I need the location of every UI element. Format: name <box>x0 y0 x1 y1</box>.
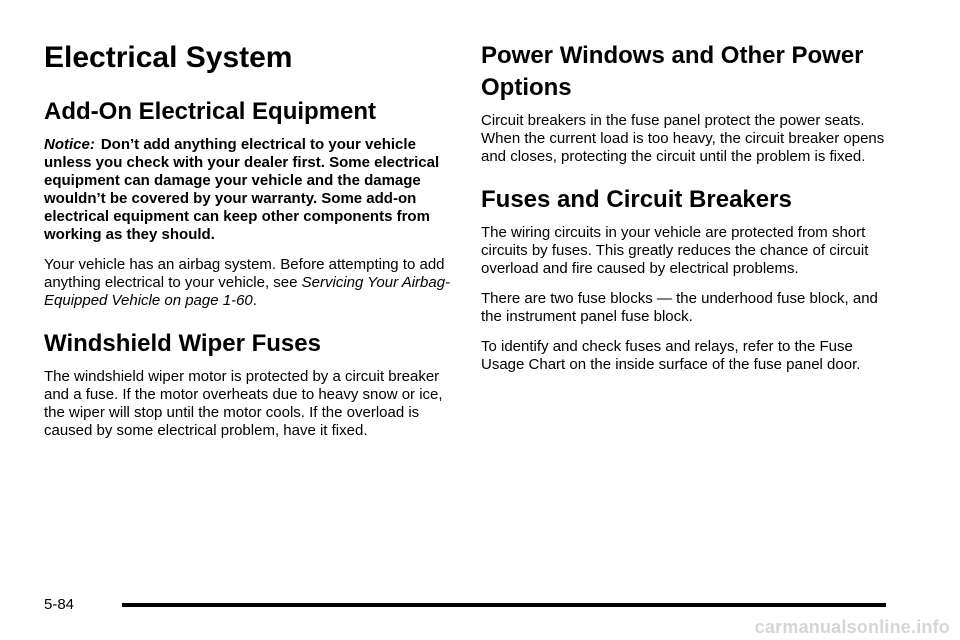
footer-rule <box>122 603 886 607</box>
airbag-reference-link[interactable]: Servicing Your Airbag-Equipped Vehicle on page 1-60 <box>44 274 451 309</box>
notice-label: Notice: <box>44 136 95 153</box>
notice-paragraph <box>44 136 454 244</box>
fuses-paragraph-2: There are two fuse blocks — the underhood fuse block, and the instrument panel fuse block. <box>481 290 878 325</box>
page-number: 5-84 <box>44 596 75 613</box>
wiper-fuses-heading: Windshield Wiper Fuses <box>44 330 321 357</box>
fuses-breakers-heading: Fuses and Circuit Breakers <box>481 186 792 213</box>
airbag-paragraph <box>44 256 454 310</box>
wiper-paragraph: The windshield wiper motor is protected by a circuit breaker and a fuse. If the motor overheats due to heavy snow or ice, the wiper will stop until the motor cools. If the overload is caused by some electrical problem, have it fixed. <box>44 368 443 439</box>
fuses-paragraph-3: To identify and check fuses and relays, refer to the Fuse Usage Chart on the inside surface of the fuse panel door. <box>481 338 861 373</box>
addon-equipment-heading: Add-On Electrical Equipment <box>44 98 377 125</box>
right-column <box>481 40 891 386</box>
notice-text: Don’t add anything electrical to your vehicle unless you check with your dealer first. Some electrical equipment can damage your vehicle and the damage wouldn’t be covered by your warranty. Some add-on electrical equipment can keep other components from working as they should. <box>44 136 440 243</box>
watermark: carmanualsonline.info <box>754 617 950 637</box>
power-windows-heading: Power Windows and Other Power Options <box>481 42 864 101</box>
left-column <box>44 40 454 452</box>
fuses-paragraph-1: The wiring circuits in your vehicle are protected from short circuits by fuses. This greatly reduces the chance of circuit overload and fire caused by electrical problems. <box>481 224 869 277</box>
page-title: Electrical System <box>44 41 293 74</box>
airbag-text: Your vehicle has an airbag system. Before attempting to add anything electrical to your vehicle, see <box>44 256 445 291</box>
airbag-end: . <box>252 292 257 309</box>
power-paragraph: Circuit breakers in the fuse panel protect the power seats. When the current load is too heavy, the circuit breaker opens and closes, protecting the circuit until the problem is fixed. <box>481 112 885 165</box>
